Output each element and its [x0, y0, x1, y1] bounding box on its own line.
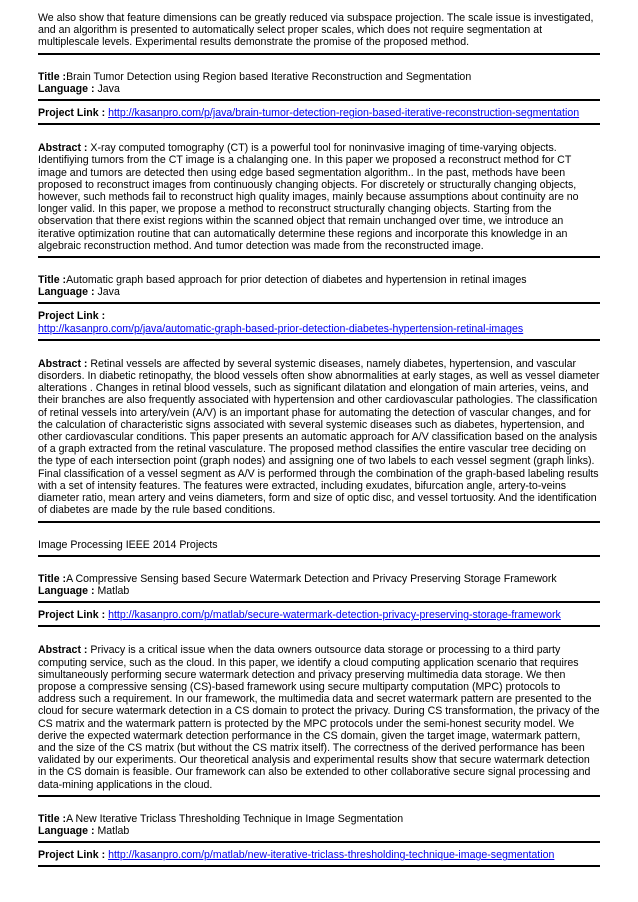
project-link-row-2	[38, 323, 600, 335]
language-value: Matlab	[97, 824, 130, 837]
project-language	[38, 286, 600, 298]
title-label: Title :	[38, 274, 67, 287]
language-label: Language :	[38, 82, 95, 95]
project-link-row	[38, 107, 600, 119]
project-link-row	[38, 609, 600, 621]
language-value: Java	[97, 82, 120, 95]
project-abstract	[38, 644, 600, 790]
project-language	[38, 825, 600, 837]
project-title	[38, 573, 600, 585]
intro-paragraph: We also show that feature dimensions can be greatly reduced via subspace projection. The scale issue is investigated, and an algorithm is presented to automatically select proper scales, which does not require segmentation at multiplescale levels. Experimental results demonstrate the promise of the proposed method.	[38, 12, 594, 49]
project-link[interactable]: http://kasanpro.com/p/java/automatic-graph-based-prior-detection-diabetes-hypertension-retinal-images	[38, 322, 524, 335]
language-label: Language :	[38, 824, 95, 837]
abstract-text: X-ray computed tomography (CT) is a powerful tool for noninvasive imaging of time-varying objects. Identifiying tumors from the CT image is a chalanging one. In this paper we proposed a reconstruct method for CT image and tumors are detected then using edge based segmentation algorithm.. In the past, methods have been proposed to reconstruct images from continuously changing objects. For discretely or structurally changing objects, however, such methods fail to reconstruct high quality images, mainly because assumptions about continuity are no longer valid. In this paper, we propose a method to reconstruct structurally changing objects. Starting from the observation that there exist regions within the scanned object that remain unchanged over time, we introduce an iterative optimization routine that can automatically determine these regions and incorporate this knowledge in an algebraic reconstruction method. And tumor detection was made from the reconstructed image.	[38, 142, 579, 252]
project-abstract	[38, 142, 600, 252]
project-link-row	[38, 849, 600, 861]
language-label: Language :	[38, 584, 95, 597]
project-title	[38, 813, 600, 825]
language-value: Java	[97, 286, 120, 299]
abstract-text: Retinal vessels are affected by several systemic diseases, namely diabetes, hypertension, and vascular disorders. In diabetic retinopathy, the blood vessels often show abnormalities at early stages, as well as vessel diameter alterations . Changes in retinal blood vessels, such as significant dilatation and elongation of main arteries, veins, and their branches are also frequently associated with hypertension and other cardiovascular pathologies. The classification of retinal vessels into artery/vein (A/V) is an important phase for automating the detection of vascular changes, and for the calculation of characteristic signs associated with several systemic diseases such as diabetes, hypertension, and other cardiovascular conditions. This paper presents an automatic approach for A/V classification based on the analysis of a graph extracted from the retinal vasculature. The proposed method classifies the entire vascular tree deciding on the type of each intersection point (graph nodes) and assigning one of two labels to each vessel segment (graph links). Final classification of a vessel segment as A/V is performed through the combination of the graph-based labeling results with a set of intensity features. The features were extracted, including exudates, bifurcation angle, artery-to-veins diameter ratio, mean artery and veins diameters, form and size of optic disc, and vessel tortuosity. And the identification of diabetes are made by the rule based conditions.	[38, 357, 600, 517]
title-label: Title :	[38, 812, 67, 825]
project-link-label: Project Link :	[38, 310, 106, 323]
project-title	[38, 274, 600, 286]
title-label: Title :	[38, 572, 67, 585]
project-link-label: Project Link :	[38, 107, 106, 120]
project-entry-2	[38, 274, 600, 522]
project-link-label: Project Link :	[38, 849, 106, 862]
project-entry-3	[38, 573, 600, 797]
project-link-label: Project Link :	[38, 609, 106, 622]
project-link-row	[38, 310, 600, 322]
project-link[interactable]: http://kasanpro.com/p/matlab/new-iterative-triclass-thresholding-technique-image-segmentation	[108, 849, 555, 862]
language-label: Language :	[38, 286, 95, 299]
title-value: Automatic graph based approach for prior detection of diabetes and hypertension in retinal images	[66, 274, 527, 287]
language-value: Matlab	[97, 584, 130, 597]
title-value: A Compressive Sensing based Secure Watermark Detection and Privacy Preserving Storage Framework	[66, 572, 557, 585]
project-title	[38, 71, 600, 83]
document-page	[38, 12, 600, 867]
project-abstract	[38, 358, 600, 517]
abstract-label: Abstract :	[38, 142, 88, 155]
title-value: A New Iterative Triclass Thresholding Technique in Image Segmentation	[66, 812, 404, 825]
project-entry-4	[38, 813, 600, 868]
project-entry-1	[38, 71, 600, 258]
project-link[interactable]: http://kasanpro.com/p/matlab/secure-watermark-detection-privacy-preserving-storage-framework	[108, 609, 561, 622]
divider	[38, 865, 600, 867]
title-label: Title :	[38, 70, 67, 83]
project-link[interactable]: http://kasanpro.com/p/java/brain-tumor-detection-region-based-iterative-reconstruction-segmentation	[108, 107, 580, 120]
abstract-label: Abstract :	[38, 644, 88, 657]
section-heading: Image Processing IEEE 2014 Projects	[38, 538, 218, 551]
abstract-text: Privacy is a critical issue when the data owners outsource data storage or processing to a third party computing service, such as the cloud. In this paper, we identify a cloud computing application scenario that requires simultaneously performing secure watermark detection and privacy preserving multimedia data storage. We then propose a compressive sensing (CS)-based framework using secure multiparty computation (MPC) protocols to address such a requirement. In our framework, the multimedia data and secret watermark pattern are presented to the cloud for secure watermark detection in a CS domain to protect the privacy. During CS transformation, the privacy of the CS matrix and the watermark pattern is protected by the MPC protocols under the semi-honest security model. We derive the expected watermark detection performance in the CS domain, given the target image, watermark pattern, and the size of the CS matrix (but without the CS matrix itself). The correctness of the derived performance has been validated by our experiments. Our theoretical analysis and experimental results show that secure watermark detection in the CS domain is feasible. Our framework can also be extended to other collaborative secure signal processing and data-mining applications in the cloud.	[38, 644, 600, 791]
title-value: Brain Tumor Detection using Region based Iterative Reconstruction and Segmentation	[66, 70, 472, 83]
project-language	[38, 83, 600, 95]
project-language	[38, 585, 600, 597]
abstract-label: Abstract :	[38, 357, 88, 370]
